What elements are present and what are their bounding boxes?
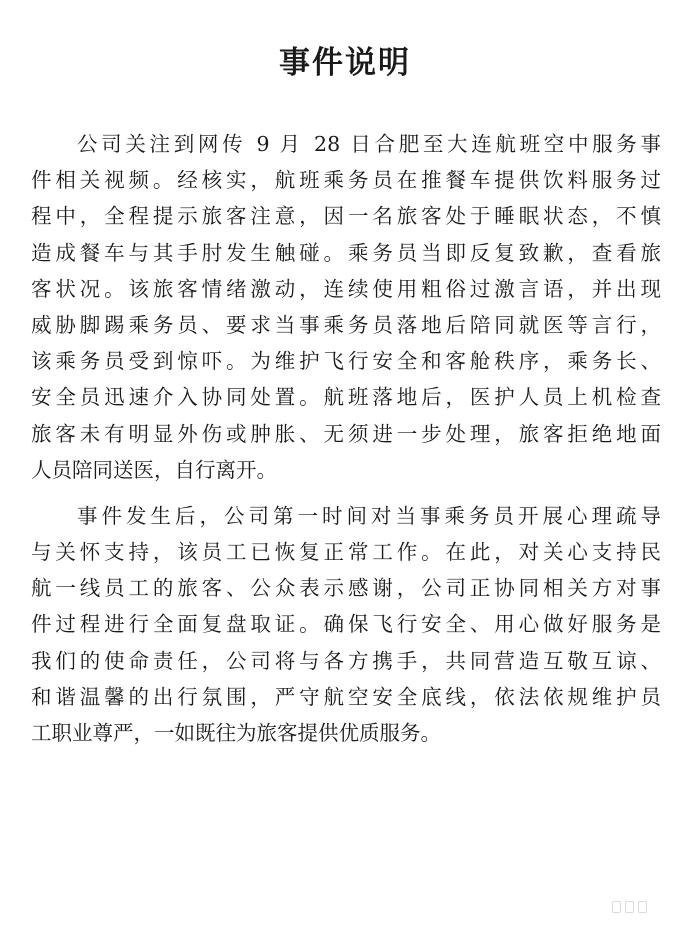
- paragraph-spacer: [31, 488, 661, 498]
- text-line: 人员陪同送医，自行离开。: [31, 457, 277, 482]
- watermark-mark: [612, 900, 652, 914]
- watermark-glyph-icon: [625, 901, 634, 913]
- watermark-glyph-icon: [612, 901, 621, 913]
- text-line: 该乘务员受到惊吓。为维护飞行安全和客舱秩序，乘务长、: [31, 349, 661, 374]
- text-line: 安全员迅速介入协同处置。航班落地后，医护人员上机检查: [31, 385, 661, 410]
- text-line: 程中，全程提示旅客注意，因一名旅客处于睡眠状态，不慎: [31, 204, 661, 229]
- watermark-glyph-icon: [638, 901, 647, 913]
- page-title: 事件说明: [279, 45, 411, 81]
- text-line: 工职业尊严，一如既往为旅客提供优质服务。: [31, 721, 441, 745]
- paragraph-1: [31, 126, 661, 488]
- text-line: 件相关视频。经核实，航班乘务员在推餐车提供饮料服务过: [31, 168, 661, 193]
- text-line: 我们的使命责任，公司将与各方携手，共同营造互敬互谅、: [31, 648, 661, 673]
- text-line: 造成餐车与其手肘发生触碰。乘务员当即反复致歉，查看旅: [31, 240, 661, 265]
- text-line: 件过程进行全面复盘取证。确保飞行安全、用心做好服务是: [31, 612, 661, 637]
- document-body: [31, 126, 661, 751]
- paragraph-2: [31, 498, 661, 751]
- text-line: 事件发生后，公司第一时间对当事乘务员开展心理疏导: [77, 503, 661, 528]
- text-line: 公司关注到网传 9 月 28 日合肥至大连航班空中服务事: [77, 132, 661, 156]
- text-line: 旅客未有明显外伤或肿胀、无须进一步处理，旅客拒绝地面: [31, 421, 661, 446]
- text-line: 与关怀支持，该员工已恢复正常工作。在此，对关心支持民: [31, 540, 661, 565]
- text-line: 威胁脚踢乘务员、要求当事乘务员落地后陪同就医等言行，: [31, 312, 661, 337]
- text-line: 航一线员工的旅客、公众表示感谢，公司正协同相关方对事: [31, 576, 661, 601]
- text-line: 和谐温馨的出行氛围，严守航空安全底线，依法依规维护员: [31, 684, 661, 709]
- text-line: 客状况。该旅客情绪激动，连续使用粗俗过激言语，并出现: [31, 276, 661, 301]
